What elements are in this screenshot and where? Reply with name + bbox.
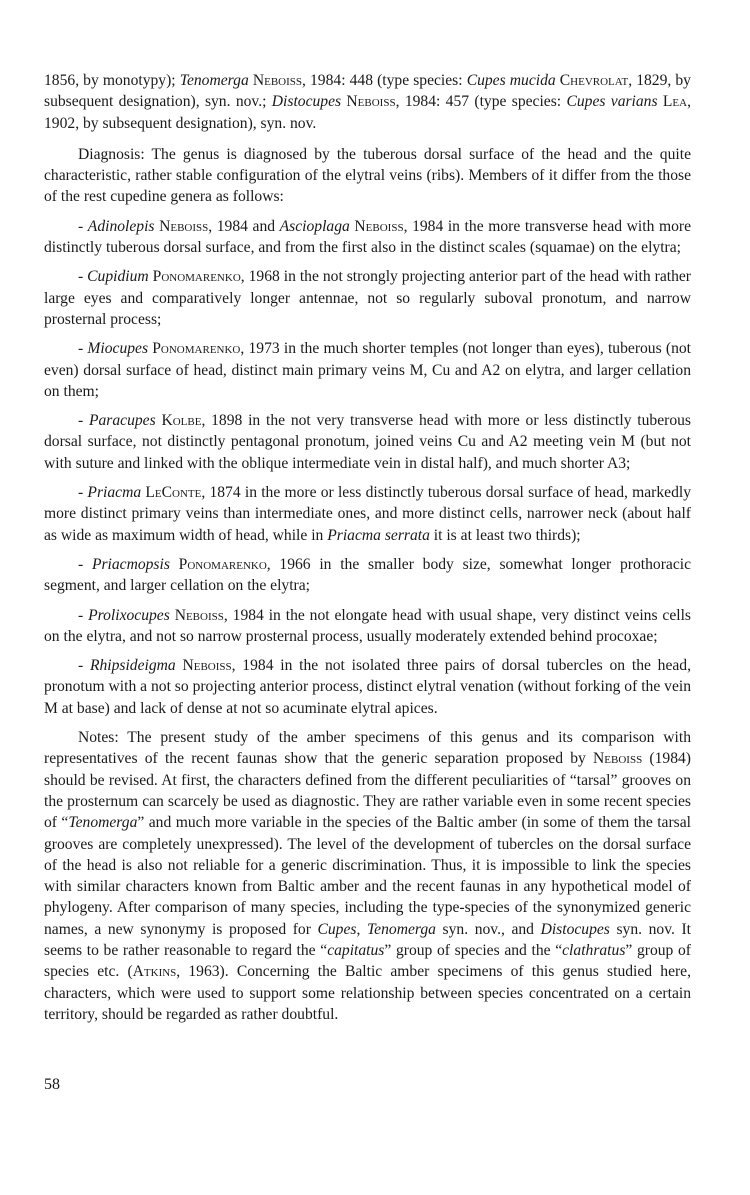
text-run: , 1968 in the not strongly projecting anterior part of the head with rather large eyes and comparatively longer antennae, not so regularly suboval pronotum, and narrow prosternal process; [44,268,692,328]
italic-taxon-name: Prolixocupes [88,606,170,624]
text-run: , 1984: 448 (type species: [302,72,467,89]
paragraph-continuation [44,70,691,134]
text-run: - [78,657,90,675]
author-name: Kolbe [161,412,202,430]
author-name: Lea [662,93,688,111]
text-run: syn. nov. It seems to be rather reasonable to regard the “ [44,920,691,959]
text-run: - [78,268,88,286]
text-run: ” and much more variable in the species of the Baltic amber (in some of them the tarsal grooves are completely unexpressed). The level of the development of tubercles on the dorsal surface of the head is also not reliable for a generic discrimination. Thus, it is impossible to link the species with similar characters known from Baltic amber and the recent faunas in any hypothetical model of phylogeny. After comparison of many species, including the type-species of the synonymized generic names, a new synonymy is proposed for [44,814,691,938]
text-run: , 1963). Concerning the Baltic amber specimens of this genus studied here, characters, which were used to support some relationship between species concentrated on a certain territory, should be regarded as rather doubtful. [44,963,691,1023]
text-run: , 1829, by subsequent designation), syn. nov.; [44,72,691,111]
text-run: , 1973 in the much shorter temples (not longer than eyes), tuberous (not even) dorsal surface of head, distinct main primary veins M, Cu and A2 on elytra, and larger cellation on them; [44,340,692,400]
paragraph [44,144,691,208]
text-run: ” group of species and the “ [384,941,563,959]
italic-taxon-name: Priacmopsis [91,555,170,573]
text-run: it is at least two thirds); [429,526,581,544]
paragraph [44,655,691,719]
italic-taxon-name: Tenomerga [179,72,249,89]
italic-taxon-name: Cupes mucida [466,72,556,89]
paragraph [44,554,691,597]
body-text [44,70,691,1033]
italic-taxon-name: Adinolepis [87,217,155,235]
italic-taxon-name: Miocupes [87,340,149,358]
italic-taxon-name: Cupes [317,920,357,938]
text-run [170,556,179,573]
author-name: LeConte [145,484,202,502]
italic-taxon-name: Distocupes [271,93,342,111]
author-name: Neboiss [593,750,643,768]
italic-taxon-name: Paracupes [88,412,156,430]
paragraph [44,605,691,648]
author-name: Chevrolat [559,72,629,89]
author-name: Neboiss [252,72,303,89]
text-run: - [78,340,88,358]
italic-taxon-name: Tenomerga [68,814,138,832]
page-number: 58 [44,1076,60,1093]
text-run: - [78,217,88,235]
italic-taxon-name: capitatus [327,941,385,959]
paragraph [44,338,691,402]
author-name: Ponomarenko [178,555,267,573]
text-run: , [356,920,367,938]
paragraph [44,410,691,474]
text-run: , 1984: 457 (type species: [395,93,567,111]
author-name: Neboiss [159,217,209,235]
italic-taxon-name: Tenomerga [366,920,436,938]
text-run: syn. nov., and [435,920,541,938]
text-run: Notes: The present study of the amber specimens of this genus and its comparison with representatives of the recent faunas show that the generic separation proposed by [44,729,691,768]
text-run: , 1902, by subsequent designation), syn. nov. [44,93,692,132]
text-run: , 1984 in the not isolated three pairs of dorsal tubercles on the head, pronotum with a not so projecting anterior process, distinct elytral venation (without forking of the vein M at base) and lack of dense at not so acuminate elytral apices. [44,657,691,717]
italic-taxon-name: Ascioplaga [279,217,350,235]
author-name: Neboiss [346,93,396,111]
text-run: , 1966 in the smaller body size, somewhat longer prothoracic segment, and larger cellation on the elytra; [44,555,691,595]
author-name: Ponomarenko [152,268,241,286]
italic-taxon-name: Cupes varians [566,93,658,111]
author-name: Neboiss [354,217,404,235]
text-run: , 1984 in the not elongate head with usual shape, very distinct veins cells on the elytra, and not so narrow prosternal process, usually moderately extended behind procoxae; [44,606,691,645]
author-name: Neboiss [174,606,224,624]
italic-taxon-name: Distocupes [540,920,610,938]
italic-taxon-name: Rhipsideigma [89,657,176,675]
author-name: Atkins [132,963,177,981]
paragraph [44,482,691,546]
text-run: , 1984 and [208,217,280,235]
author-name: Ponomarenko [152,340,241,358]
text-run: - [78,555,92,573]
italic-taxon-name: Priacma [87,484,142,502]
text-run: (1984) should be revised. At first, the characters defined from the different peculiarities of “tarsal” grooves on the prosternum can scarcely be used as diagnostic. They are rather variable even in some recent species of “ [44,750,691,832]
paragraph [44,266,691,330]
text-run: - [78,412,89,430]
text-run: - [78,606,89,624]
text-run: , 1874 in the more or less distinctly tuberous dorsal surface of head, markedly more distinct primary veins than intermediate ones, and more distinct cells, narrower neck (about half as wide as maximum width of head, while in [44,484,692,544]
paragraph [44,216,691,259]
text-run: Diagnosis: The genus is diagnosed by the tuberous dorsal surface of the head and the quite characteristic, rather stable configuration of the elytral veins (ribs). Members of it differ from the those of the rest cupedine genera as follows: [44,145,691,206]
text-run: 1856, by monotypy); [44,72,180,89]
text-run: - [78,484,88,502]
text-run: , 1984 in the more transverse head with more distinctly tuberous dorsal surface, and from the first also in the distinct scales (squamae) on the elytra; [44,217,692,257]
text-run: , 1898 in the not very transverse head with more or less distinctly tuberous dorsal surface, not distinctly pentagonal pronotum, joined veins Cu and A2 meeting vein M (but not with suture and linked with the oblique intermediate vein in distal half), and much shorter A3; [44,412,691,472]
italic-taxon-name: Priacma serrata [327,526,430,544]
paragraph [44,727,691,1025]
italic-taxon-name: clathratus [562,941,626,959]
italic-taxon-name: Cupidium [87,268,149,286]
text-run: ” group of species etc. ( [44,941,692,981]
author-name: Neboiss [182,657,232,675]
